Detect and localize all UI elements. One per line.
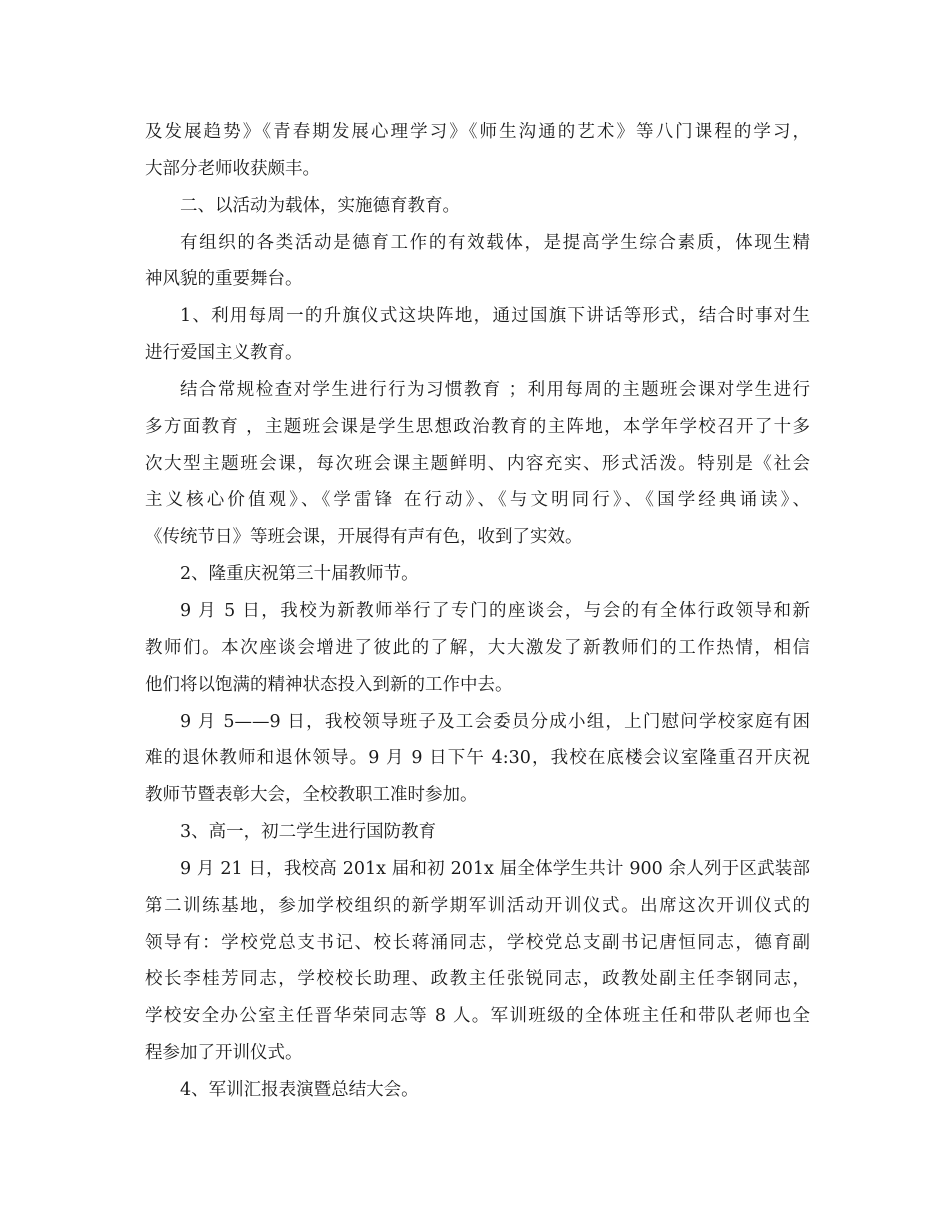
text-line: 主义核心价值观》、《学雷锋 在行动》、《与文明同行》、《国学经典诵读》、 [145, 490, 810, 511]
text-line: 程参加了开训仪式。 [145, 1043, 303, 1064]
text-line: 有组织的各类活动是德育工作的有效载体，是提高学生综合素质，体现生精 [180, 232, 810, 253]
text-line: 3、高一，初二学生进行国防教育 [180, 822, 437, 843]
text-line: 及发展趋势》《青春期发展心理学习》《师生沟通的艺术》等八门课程的学习， [145, 122, 810, 142]
text-line: 《传统节日》等班会课，开展得有声有色，收到了实效。 [145, 527, 583, 548]
document-body [145, 114, 810, 1109]
text-line: 校长李桂芳同志，学校校长助理、政教主任张锐同志，政教处副主任李钢同志， [145, 969, 810, 990]
text-line: 多方面教育 ，主题班会课是学生思想政治教育的主阵地，本学年学校召开了十多 [145, 416, 810, 437]
text-line: 进行爱国主义教育。 [145, 343, 303, 364]
text-line: 领导有：学校党总支书记、校长蒋涌同志，学校党总支副书记唐恒同志，德育副 [145, 932, 810, 953]
text-line: 第二训练基地，参加学校组织的新学期军训活动开训仪式。出席这次开训仪式的 [145, 895, 810, 916]
text-line: 神风貌的重要舞台。 [145, 269, 303, 290]
text-line: 次大型主题班会课，每次班会课主题鲜明、内容充实、形式活泼。特别是《社会 [145, 453, 810, 474]
text-line: 9 月 5 日，我校为新教师举行了专门的座谈会，与会的有全体行政领导和新 [180, 600, 810, 621]
text-line: 大部分老师收获颇丰。 [145, 158, 320, 179]
text-line: 结合常规检查对学生进行行为习惯教育 ；利用每周的主题班会课对学生进行 [180, 379, 810, 400]
text-line: 2、隆重庆祝第三十届教师节。 [180, 564, 419, 585]
text-line: 教师节暨表彰大会，全校教职工准时参加。 [145, 785, 478, 806]
text-line: 学校安全办公室主任晋华荣同志等 8 人。军训班级的全体班主任和带队老师也全 [145, 1006, 810, 1027]
text-line: 9 月 21 日，我校高 201x 届和初 201x 届全体学生共计 900 余人列于区武装部 [180, 858, 810, 879]
text-line: 1、利用每周一的升旗仪式这块阵地，通过国旗下讲话等形式，结合时事对生 [180, 306, 810, 327]
text-line: 他们将以饱满的精神状态投入到新的工作中去。 [145, 674, 513, 695]
text-line: 难的退休教师和退休领导。9 月 9 日下午 4:30，我校在底楼会议室隆重召开庆祝 [145, 748, 810, 769]
text-line: 4、军训汇报表演暨总结大会。 [180, 1079, 419, 1100]
text-line: 二、以活动为载体，实施德育教育。 [180, 195, 460, 216]
text-line: 教师们。本次座谈会增进了彼此的了解，大大激发了新教师们的工作热情，相信 [145, 637, 810, 658]
text-line: 9 月 5——9 日，我校领导班子及工会委员分成小组，上门慰问学校家庭有困 [180, 711, 810, 732]
